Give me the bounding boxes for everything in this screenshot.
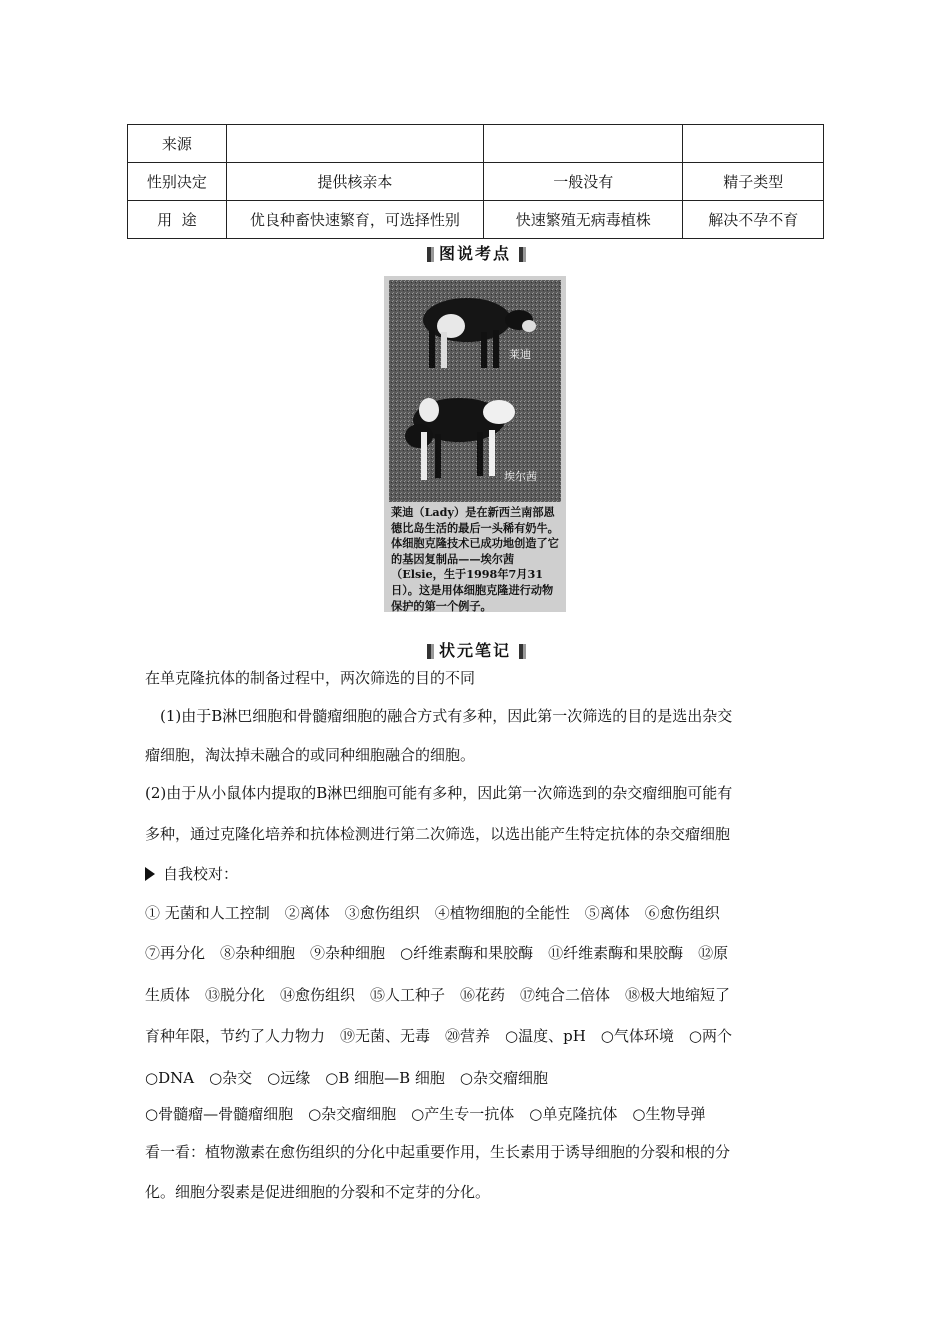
table-row (128, 163, 824, 201)
comparison-table (127, 124, 824, 239)
table-row (128, 125, 824, 163)
figure-caption: 莱迪（Lady）是在新西兰南部恩德比岛生活的最后一头稀有奶牛。体细胞克隆技术已成功地创造了它的基因复制品——埃尔茜（Elsie，生于1998年7月31日）。这是用体细胞克隆进行动物保护的第一个例子。 (391, 505, 559, 613)
row-label: 性别决定 (128, 163, 227, 201)
table-cell: 一般没有 (484, 163, 683, 201)
answer-line: ○骨髓瘤—骨髓瘤细胞 ○杂交瘤细胞 ○产生专一抗体 ○单克隆抗体 ○生物导弹 (145, 1105, 706, 1123)
self-check-label: 自我校对： (163, 865, 239, 883)
notes-heading (0, 638, 950, 661)
label-lady: 莱迪 (509, 348, 531, 361)
cow-figure (384, 276, 566, 612)
row-label: 用 途 (128, 201, 227, 239)
look-line2: 化。细胞分裂素是促进细胞的分裂和不定芽的分化。 (145, 1183, 491, 1201)
notes-p1-line1: (1)由于B淋巴细胞和骨髓瘤细胞的融合方式有多种，因此第一次筛选的目的是选出杂交 (160, 707, 733, 725)
table-cell: 提供核亲本 (226, 163, 483, 201)
heading-bar-icon (427, 644, 431, 659)
table-cell: 精子类型 (683, 163, 824, 201)
table-cell (484, 125, 683, 163)
table-cell: 优良种畜快速繁育，可选择性别 (226, 201, 483, 239)
heading-bar-icon (519, 247, 523, 262)
notes-heading-text: 状元笔记 (438, 641, 511, 660)
arrow-marker-icon (145, 867, 155, 881)
table-cell: 快速繁殖无病毒植株 (484, 201, 683, 239)
table-cell: 解决不孕不育 (683, 201, 824, 239)
table-cell (226, 125, 483, 163)
row-label: 来源 (128, 125, 227, 163)
answer-line: ① 无菌和人工控制 ②离体 ③愈伤组织 ④植物细胞的全能性 ⑤离体 ⑥愈伤组织 (145, 904, 720, 922)
self-check-label-row (145, 863, 238, 884)
table-row (128, 201, 824, 239)
heading-bar-icon (427, 247, 431, 262)
answer-line: ⑦再分化 ⑧杂种细胞 ⑨杂种细胞 ○纤维素酶和果胶酶 ⑪纤维素酶和果胶酶 ⑫原 (145, 944, 729, 962)
answer-line: ○DNA ○杂交 ○远缘 ○B 细胞—B 细胞 ○杂交瘤细胞 (145, 1069, 549, 1087)
table-cell (683, 125, 824, 163)
answer-line: 育种年限，节约了人力物力 ⑲无菌、无毒 ⑳营养 ○温度、pH ○气体环境 ○两个 (145, 1027, 732, 1045)
cow-photo (389, 280, 561, 502)
answer-line: 生质体 ⑬脱分化 ⑭愈伤组织 ⑮人工种子 ⑯花药 ⑰纯合二倍体 ⑱极大地缩短了 (145, 986, 731, 1004)
notes-p2-line1: (2)由于从小鼠体内提取的B淋巴细胞可能有多种，因此第一次筛选到的杂交瘤细胞可能有 (145, 784, 733, 802)
label-elsie: 埃尔茜 (504, 470, 537, 483)
notes-intro: 在单克隆抗体的制备过程中，两次筛选的目的不同 (145, 669, 476, 687)
heading-bar-icon (519, 644, 523, 659)
notes-p1-line2: 瘤细胞，淘汰掉未融合的或同种细胞融合的细胞。 (145, 746, 476, 764)
look-line1: 看一看：植物激素在愈伤组织的分化中起重要作用，生长素用于诱导细胞的分裂和根的分 (145, 1143, 731, 1161)
figure-heading-text: 图说考点 (438, 244, 511, 263)
figure-heading (0, 241, 950, 264)
notes-p2-line2: 多种，通过克隆化培养和抗体检测进行第二次筛选，以选出能产生特定抗体的杂交瘤细胞 (145, 825, 731, 843)
